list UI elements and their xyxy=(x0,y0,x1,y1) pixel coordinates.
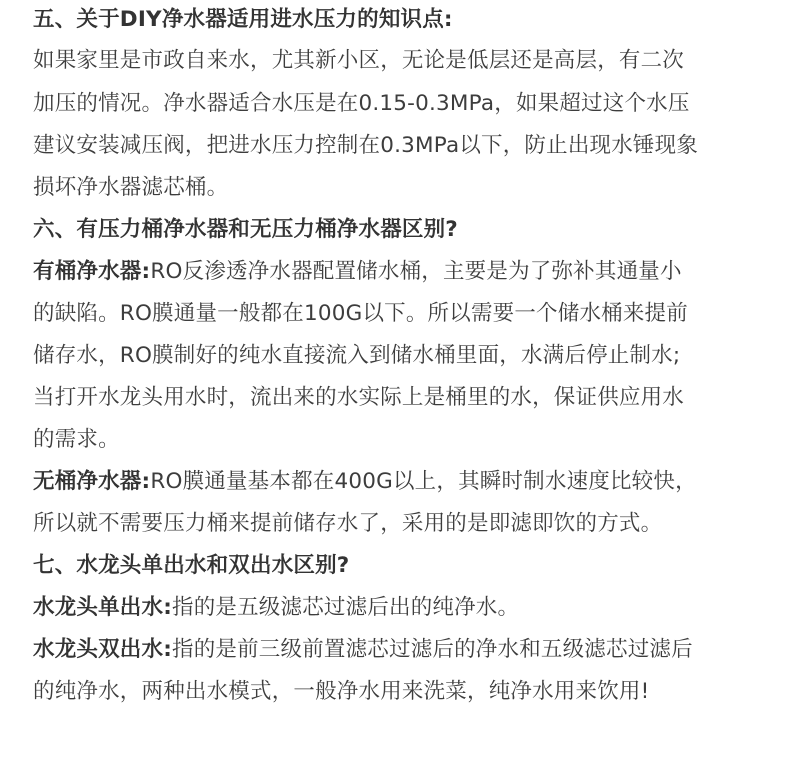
section-5-line-3: 建议安装减压阀，把进水压力控制在0.3MPa以下，防止出现水锤现象 xyxy=(33,133,699,158)
tank-purifier-paragraph-line-1 xyxy=(33,257,682,287)
tank-purifier-line-4: 当打开水龙头用水时，流出来的水实际上是桶里的水，保证供应用水 xyxy=(33,385,685,410)
double-outlet-text: 指的是前三级前置滤芯过滤后的净水和五级滤芯过滤后 xyxy=(172,637,693,662)
single-outlet-term: 水龙头单出水: xyxy=(33,595,172,620)
tank-purifier-line-3: 储存水，RO膜制好的纯水直接流入到储水桶里面，水满后停止制水; xyxy=(33,343,681,368)
section-5-line-1: 如果家里是市政自来水，尤其新小区，无论是低层还是高层，有二次 xyxy=(33,48,685,73)
tank-purifier-line-2: 的缺陷。RO膜通量一般都在100G以下。所以需要一个储水桶来提前 xyxy=(33,301,688,326)
single-outlet-paragraph xyxy=(33,593,519,623)
tank-purifier-line-5: 的需求。 xyxy=(33,427,120,452)
tankless-purifier-paragraph-line-1 xyxy=(33,467,697,497)
tank-purifier-text: RO反渗透净水器配置储水桶，主要是为了弥补其通量小 xyxy=(150,259,682,284)
double-outlet-paragraph-line-1 xyxy=(33,635,693,665)
tank-purifier-term: 有桶净水器: xyxy=(33,259,151,284)
tankless-purifier-text: RO膜通量基本都在400G以上，其瞬时制水速度比较快， xyxy=(150,469,697,494)
tankless-purifier-line-2: 所以就不需要压力桶来提前储存水了，采用的是即滤即饮的方式。 xyxy=(33,511,663,536)
section-6-heading: 六、有压力桶净水器和无压力桶净水器区别? xyxy=(33,217,458,242)
section-7-heading: 七、水龙头单出水和双出水区别? xyxy=(33,553,350,578)
tankless-purifier-term: 无桶净水器: xyxy=(33,469,151,494)
single-outlet-text: 指的是五级滤芯过滤后出的纯净水。 xyxy=(172,595,520,620)
section-5-line-2: 加压的情况。净水器适合水压是在0.15-0.3MPa，如果超过这个水压 xyxy=(33,91,690,116)
double-outlet-term: 水龙头双出水: xyxy=(33,637,172,662)
section-5-heading: 五、关于DIY净水器适用进水压力的知识点: xyxy=(33,7,453,32)
double-outlet-line-2: 的纯净水，两种出水模式，一般净水用来洗菜，纯净水用来饮用! xyxy=(33,679,650,704)
section-5-line-4: 损坏净水器滤芯桶。 xyxy=(33,175,229,200)
